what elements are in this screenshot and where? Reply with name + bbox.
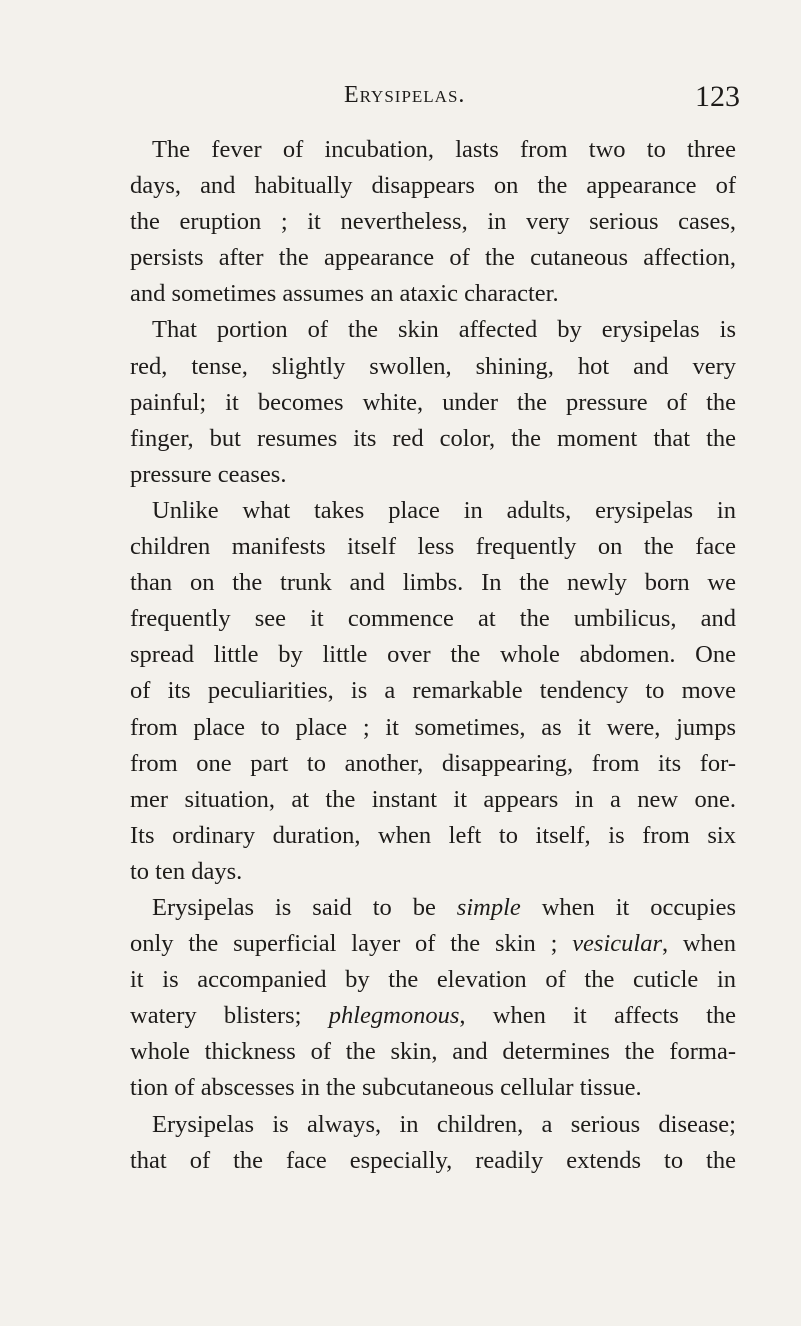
page-header bbox=[344, 82, 740, 122]
running-title: Erysipelas. bbox=[344, 82, 466, 108]
text-span: Erysipelas is said to be bbox=[152, 893, 457, 921]
text-span: watery blisters; bbox=[130, 1002, 329, 1030]
text-line bbox=[130, 926, 736, 962]
italic-term: phlegmonous bbox=[328, 1002, 460, 1030]
text-line: tion of abscesses in the subcutaneous cellular tissue. bbox=[130, 1074, 642, 1102]
text-line: it is accompanied by the elevation of the cuticle in bbox=[130, 966, 736, 994]
text-line: spread little by little over the whole abdomen. One bbox=[130, 641, 736, 669]
text-line: That portion of the skin affected by erysipelas is bbox=[152, 316, 736, 344]
italic-term: simple bbox=[456, 893, 521, 921]
text-line: from place to place ; it sometimes, as it were, jumps bbox=[130, 713, 736, 741]
text-line: Erysipelas is always, in children, a serious disease; bbox=[152, 1110, 736, 1138]
text-line: red, tense, slightly swollen, shining, hot and very bbox=[130, 352, 736, 380]
text-line: mer situation, at the instant it appears in a new one. bbox=[130, 785, 736, 813]
text-line: to ten days. bbox=[130, 857, 243, 885]
text-line: frequently see it commence at the umbilicus, and bbox=[130, 605, 736, 633]
text-line: whole thickness of the skin, and determines the forma- bbox=[130, 1038, 736, 1066]
text-line: that of the face especially, readily extends to the bbox=[130, 1146, 736, 1174]
text-span: , when bbox=[662, 930, 736, 958]
text-line: pressure ceases. bbox=[130, 460, 287, 488]
text-line: finger, but resumes its red color, the moment that the bbox=[130, 424, 736, 452]
text-line: from one part to another, disappearing, from its for- bbox=[130, 749, 736, 777]
text-span: only the superficial layer of the skin ; bbox=[130, 930, 573, 958]
text-line: Its ordinary duration, when left to itself, is from six bbox=[130, 821, 736, 849]
text-line bbox=[130, 998, 736, 1034]
body-text bbox=[130, 132, 736, 1179]
text-span: when it occupies bbox=[520, 893, 736, 921]
text-line: children manifests itself less frequently on the face bbox=[130, 533, 736, 561]
text-line: Unlike what takes place in adults, erysipelas in bbox=[152, 496, 736, 524]
text-line bbox=[130, 890, 736, 926]
text-line: of its peculiarities, is a remarkable tendency to move bbox=[130, 677, 736, 705]
text-line: The fever of incubation, lasts from two to three bbox=[152, 136, 736, 163]
text-span: , when it affects the bbox=[459, 1002, 736, 1030]
text-line: the eruption ; it nevertheless, in very serious cases, bbox=[130, 208, 736, 236]
text-line: days, and habitually disappears on the appearance of bbox=[130, 172, 736, 200]
page-number: 123 bbox=[695, 80, 740, 113]
text-line: persists after the appearance of the cutaneous affection, bbox=[130, 244, 736, 272]
italic-term: vesicular bbox=[572, 930, 662, 958]
text-line: than on the trunk and limbs. In the newly born we bbox=[130, 569, 736, 597]
text-line: painful; it becomes white, under the pressure of the bbox=[130, 388, 736, 416]
text-line: and sometimes assumes an ataxic character. bbox=[130, 280, 559, 308]
